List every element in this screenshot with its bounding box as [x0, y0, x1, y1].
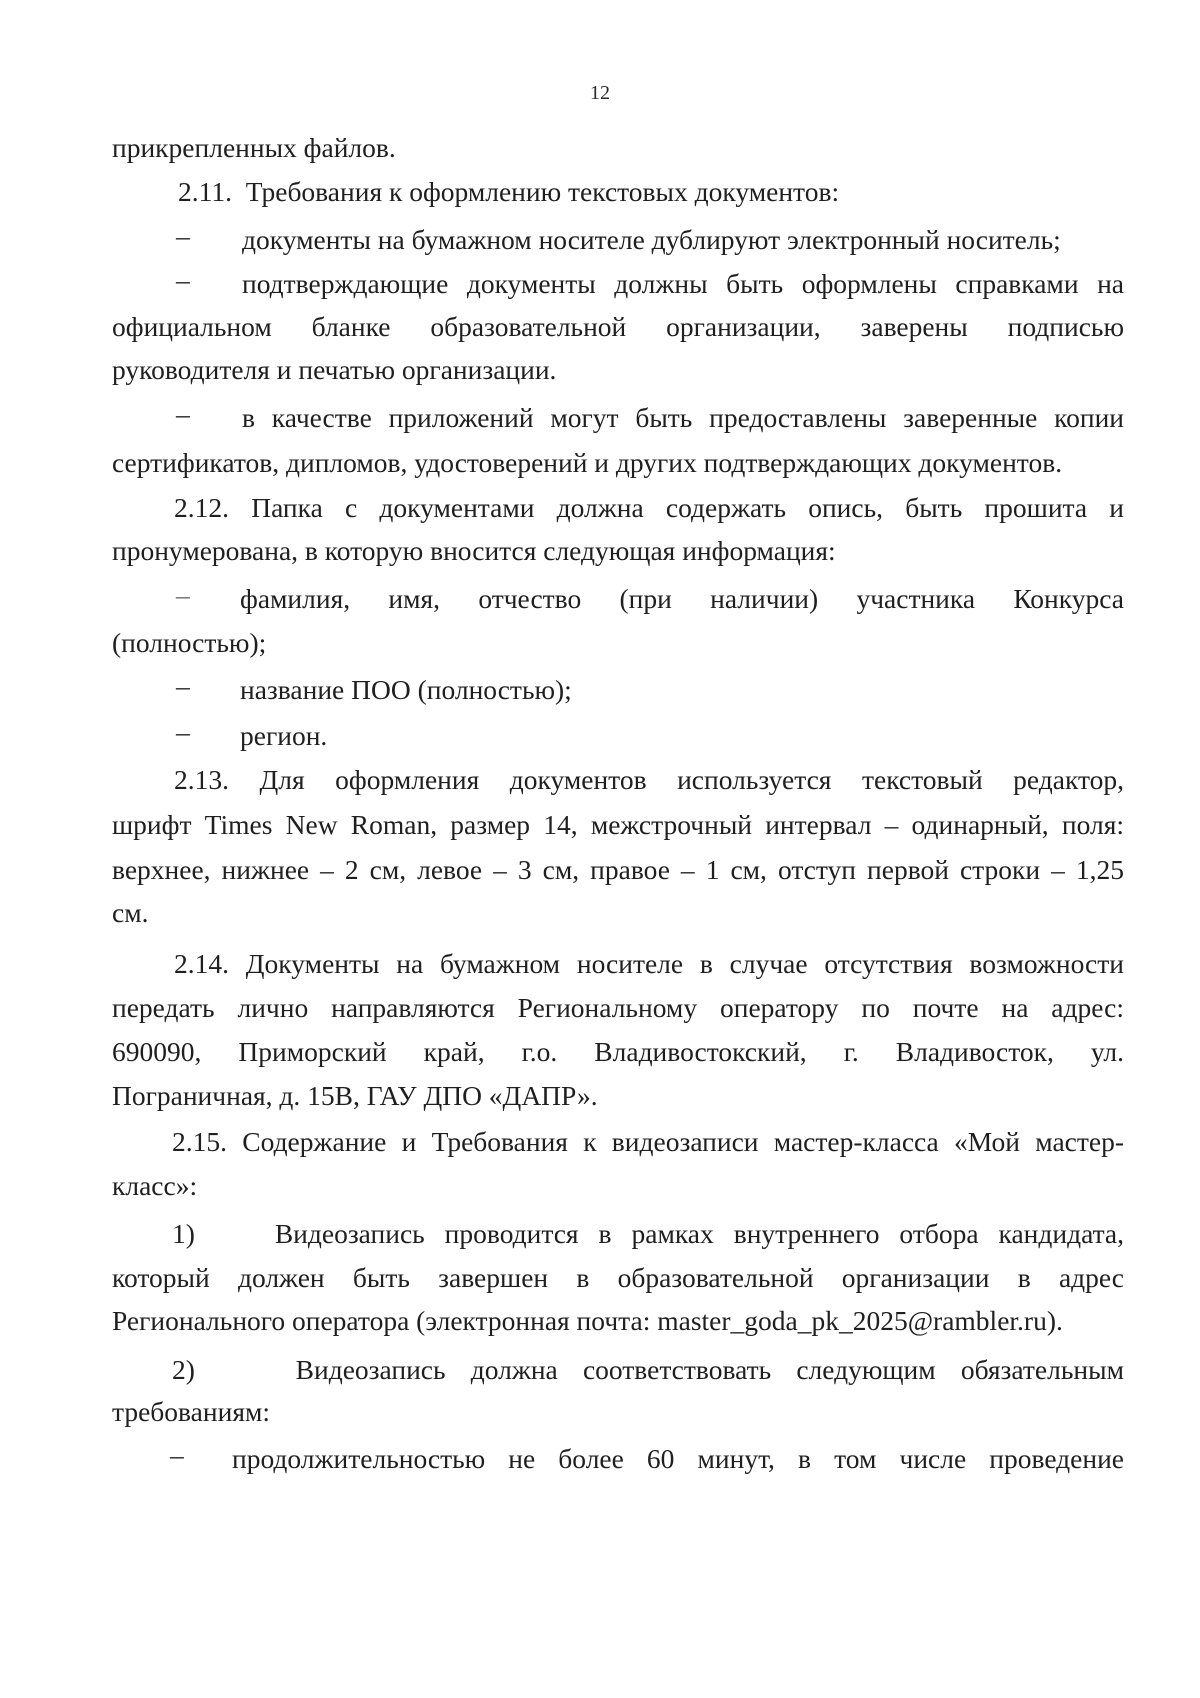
item-number: 1) — [172, 1218, 195, 1249]
text-line: передать лично направляются Региональному оператору по почте на адрес: — [112, 992, 1124, 1023]
list-dash: – — [176, 716, 190, 747]
numbered-item-2 — [172, 1350, 1124, 1390]
text-line: прикрепленных файлов. — [112, 132, 396, 163]
list-item: продолжительностью не более 60 минут, в том числе проведение — [232, 1443, 1124, 1474]
section-number: 2.15. — [172, 1126, 227, 1157]
text-line: см. — [112, 897, 149, 928]
text-line: требованиям: — [112, 1396, 271, 1427]
section-2-11 — [178, 172, 1124, 212]
list-item: регион. — [240, 720, 328, 751]
section-number: 2.13. — [174, 764, 229, 795]
page-number: 12 — [590, 82, 610, 104]
list-item: название ПОО (полностью); — [240, 674, 572, 705]
list-dash: – — [176, 579, 190, 610]
list-dash: – — [176, 398, 190, 429]
section-text: Документы на бумажном носителе в случае отсутствия возможности — [245, 948, 1125, 979]
item-number: 2) — [172, 1354, 195, 1385]
text-line: верхнее, нижнее – 2 см, левое – 3 см, правое – 1 см, отступ первой строки – 1,25 — [112, 854, 1124, 885]
text-line: 690090, Приморский край, г.о. Владивостокский, г. Владивосток, ул. — [112, 1036, 1124, 1067]
list-item: фамилия, имя, отчество (при наличии) участника Конкурса — [240, 583, 1124, 614]
section-text: Папка с документами должна содержать опись, быть прошита и — [251, 492, 1125, 523]
text-line: пронумерована, в которую вносится следующая информация: — [112, 535, 836, 566]
section-number: 2.11. — [178, 176, 232, 207]
section-2-15 — [172, 1122, 1124, 1162]
section-number: 2.12. — [174, 492, 229, 523]
text-line: официальном бланке образовательной организации, заверены подписью — [112, 311, 1124, 342]
text-line: руководителя и печатью организации. — [112, 354, 557, 385]
list-item: в качестве приложений могут быть предоставлены заверенные копии — [242, 402, 1124, 433]
numbered-item-1 — [172, 1214, 1124, 1254]
text-line: Регионального оператора (электронная почта: master_goda_pk_2025@rambler.ru). — [112, 1305, 1063, 1336]
section-text: Содержание и Требования к видеозаписи мастер-класса «Мой мастер- — [242, 1126, 1125, 1157]
list-dash: – — [176, 264, 190, 295]
list-dash: – — [170, 1439, 184, 1470]
section-number: 2.14. — [174, 948, 229, 979]
section-heading: Требования к оформлению текстовых документов: — [245, 176, 840, 207]
list-dash: – — [176, 220, 190, 251]
section-2-14 — [174, 944, 1124, 984]
item-text: Видеозапись должна соответствовать следующим обязательным — [295, 1354, 1124, 1385]
list-item: подтверждающие документы должны быть оформлены справками на — [242, 268, 1124, 299]
list-dash: – — [176, 670, 190, 701]
section-text: Для оформления документов используется текстовый редактор, — [259, 764, 1124, 795]
text-line: который должен быть завершен в образовательной организации в адрес — [112, 1262, 1124, 1293]
section-2-13 — [174, 760, 1124, 800]
text-line: (полностью); — [112, 627, 267, 658]
text-line: шрифт Times New Roman, размер 14, межстрочный интервал – одинарный, поля: — [112, 809, 1124, 840]
text-line: Пограничная, д. 15В, ГАУ ДПО «ДАПР». — [112, 1080, 598, 1111]
text-line: сертификатов, дипломов, удостоверений и других подтверждающих документов. — [112, 447, 1063, 478]
text-line: класс»: — [112, 1170, 198, 1201]
item-text: Видеозапись проводится в рамках внутреннего отбора кандидата, — [274, 1218, 1125, 1249]
section-2-12 — [174, 488, 1124, 528]
list-item: документы на бумажном носителе дублируют электронный носитель; — [242, 224, 1061, 255]
